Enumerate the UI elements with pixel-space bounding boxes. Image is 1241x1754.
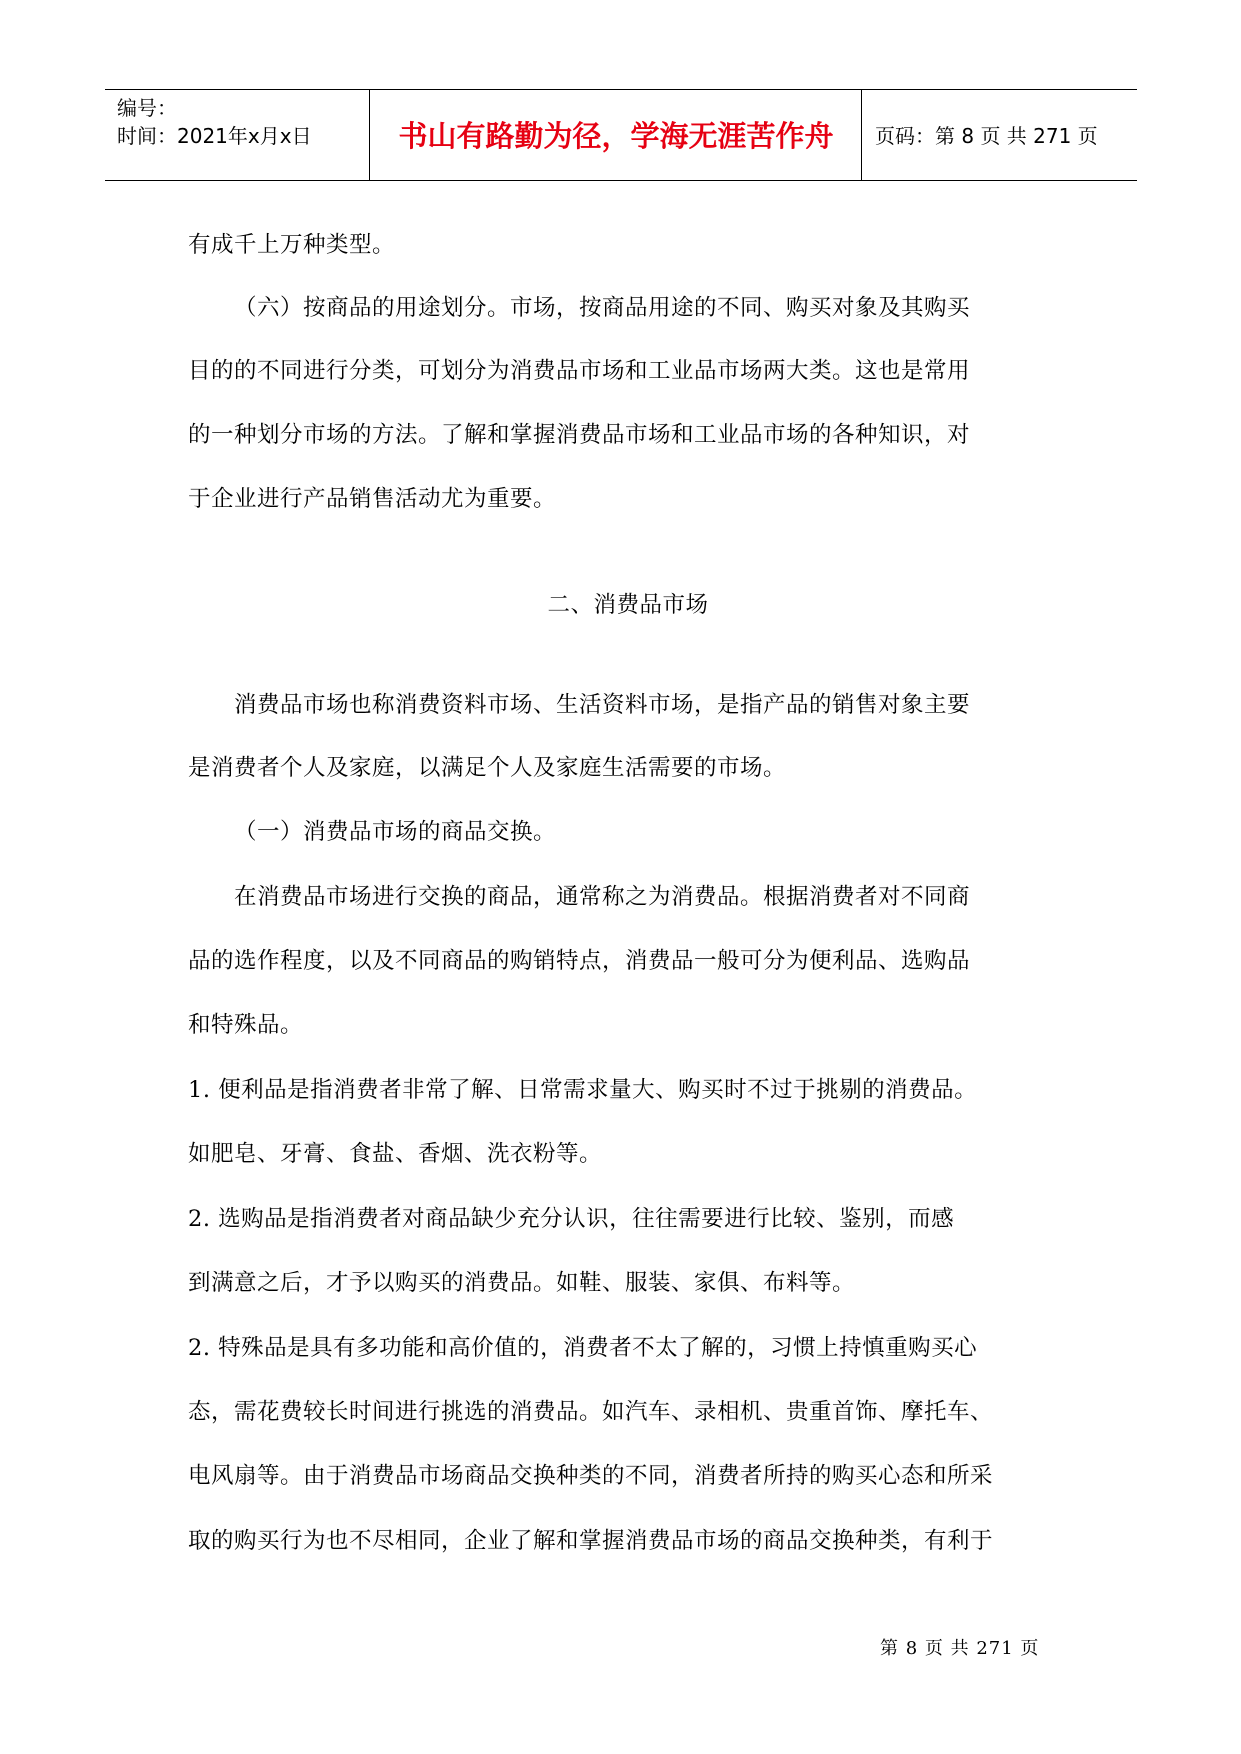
body-line: 于企业进行产品销售活动尤为重要。 bbox=[188, 486, 557, 512]
body-line: 目的的不同进行分类，可划分为消费品市场和工业品市场两大类。这也是常用 bbox=[188, 358, 971, 384]
page-footer: 第 8 页 共 271 页 bbox=[880, 1638, 1040, 1659]
subsection-heading: （一）消费品市场的商品交换。 bbox=[234, 819, 557, 845]
body-line: 的一种划分市场的方法。了解和掌握消费品市场和工业品市场的各种知识，对 bbox=[188, 422, 971, 448]
body-line: 取的购买行为也不尽相同，企业了解和掌握消费品市场的商品交换种类，有利于 bbox=[188, 1528, 994, 1554]
body-line: 电风扇等。由于消费品市场商品交换种类的不同，消费者所持的购买心态和所采 bbox=[188, 1463, 994, 1489]
page-header bbox=[105, 89, 1137, 181]
header-divider-right bbox=[861, 90, 862, 180]
body-line: 和特殊品。 bbox=[188, 1012, 304, 1038]
header-divider-left bbox=[369, 90, 370, 180]
body-line: 品的选作程度，以及不同商品的购销特点，消费品一般可分为便利品、选购品 bbox=[188, 948, 971, 974]
body-line: 消费品市场也称消费资料市场、生活资料市场，是指产品的销售对象主要 bbox=[234, 692, 971, 718]
document-time-label: 时间：2021年x月x日 bbox=[117, 124, 312, 148]
list-item: 2. 特殊品是具有多功能和高价值的，消费者不太了解的，习惯上持慎重购买心 bbox=[188, 1335, 978, 1361]
body-line: 是消费者个人及家庭，以满足个人及家庭生活需要的市场。 bbox=[188, 755, 787, 781]
list-item: 2. 选购品是指消费者对商品缺少充分认识，往往需要进行比较、鉴别，而感 bbox=[188, 1206, 955, 1232]
header-page-number: 页码：第 8 页 共 271 页 bbox=[875, 124, 1098, 148]
body-line: （六）按商品的用途划分。市场，按商品用途的不同、购买对象及其购买 bbox=[234, 295, 971, 321]
header-meta bbox=[117, 94, 367, 150]
document-number-label: 编号： bbox=[117, 96, 177, 120]
body-line: 如肥皂、牙膏、食盐、香烟、洗衣粉等。 bbox=[188, 1141, 603, 1167]
header-motto: 书山有路勤为径，学海无涯苦作舟 bbox=[398, 119, 834, 153]
body-line: 在消费品市场进行交换的商品，通常称之为消费品。根据消费者对不同商 bbox=[234, 884, 971, 910]
body-line: 到满意之后，才予以购买的消费品。如鞋、服装、家俱、布料等。 bbox=[188, 1270, 856, 1296]
list-item: 1. 便利品是指消费者非常了解、日常需求量大、购买时不过于挑剔的消费品。 bbox=[188, 1077, 978, 1103]
section-heading: 二、消费品市场 bbox=[547, 592, 709, 618]
body-line: 有成千上万种类型。 bbox=[188, 232, 396, 258]
body-line: 态，需花费较长时间进行挑选的消费品。如汽车、录相机、贵重首饰、摩托车、 bbox=[188, 1399, 994, 1425]
